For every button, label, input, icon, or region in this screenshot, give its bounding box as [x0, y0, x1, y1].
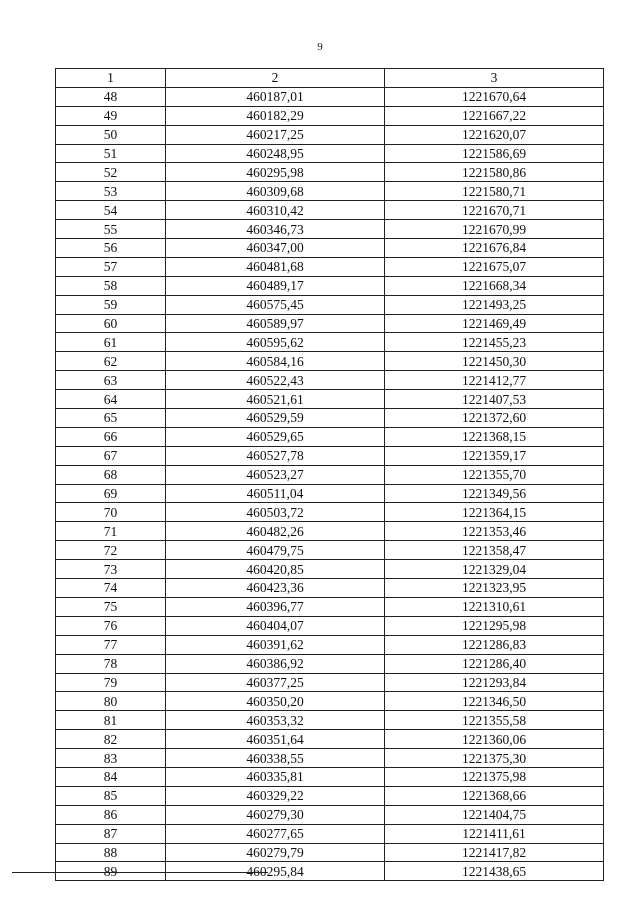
point-number-cell: 62	[56, 352, 166, 371]
table-row	[56, 692, 604, 711]
x-coordinate-cell: 460589,97	[166, 314, 385, 333]
table-row	[56, 106, 604, 125]
x-coordinate-cell: 460335,81	[166, 767, 385, 786]
header-y-coordinate: 3	[385, 69, 604, 88]
x-coordinate-cell: 460479,75	[166, 541, 385, 560]
point-number-cell: 89	[56, 862, 166, 881]
y-coordinate-cell: 1221293,84	[385, 673, 604, 692]
x-coordinate-cell: 460338,55	[166, 749, 385, 768]
x-coordinate-cell: 460279,30	[166, 805, 385, 824]
point-number-cell: 70	[56, 503, 166, 522]
table-row	[56, 843, 604, 862]
table-row	[56, 201, 604, 220]
point-number-cell: 51	[56, 144, 166, 163]
y-coordinate-cell: 1221438,65	[385, 862, 604, 881]
table-row	[56, 144, 604, 163]
table-header	[56, 69, 604, 88]
y-coordinate-cell: 1221450,30	[385, 352, 604, 371]
table-row	[56, 597, 604, 616]
point-number-cell: 83	[56, 749, 166, 768]
point-number-cell: 76	[56, 616, 166, 635]
page-number: 9	[317, 41, 323, 53]
point-number-cell: 87	[56, 824, 166, 843]
x-coordinate-cell: 460523,27	[166, 465, 385, 484]
point-number-cell: 72	[56, 541, 166, 560]
table-row	[56, 635, 604, 654]
table-row	[56, 182, 604, 201]
table-row	[56, 541, 604, 560]
x-coordinate-cell: 460404,07	[166, 616, 385, 635]
x-coordinate-cell: 460248,95	[166, 144, 385, 163]
x-coordinate-cell: 460350,20	[166, 692, 385, 711]
table-row	[56, 786, 604, 805]
x-coordinate-cell: 460353,32	[166, 711, 385, 730]
table-row	[56, 257, 604, 276]
x-coordinate-cell: 460503,72	[166, 503, 385, 522]
table-row	[56, 239, 604, 258]
header-row	[56, 69, 604, 88]
table-row	[56, 163, 604, 182]
point-number-cell: 52	[56, 163, 166, 182]
x-coordinate-cell: 460277,65	[166, 824, 385, 843]
y-coordinate-cell: 1221359,17	[385, 446, 604, 465]
table-row	[56, 390, 604, 409]
point-number-cell: 84	[56, 767, 166, 786]
y-coordinate-cell: 1221670,64	[385, 87, 604, 106]
x-coordinate-cell: 460575,45	[166, 295, 385, 314]
y-coordinate-cell: 1221411,61	[385, 824, 604, 843]
x-coordinate-cell: 460391,62	[166, 635, 385, 654]
y-coordinate-cell: 1221667,22	[385, 106, 604, 125]
y-coordinate-cell: 1221364,15	[385, 503, 604, 522]
y-coordinate-cell: 1221355,70	[385, 465, 604, 484]
point-number-cell: 61	[56, 333, 166, 352]
table-row	[56, 220, 604, 239]
y-coordinate-cell: 1221670,99	[385, 220, 604, 239]
y-coordinate-cell: 1221355,58	[385, 711, 604, 730]
table-row	[56, 371, 604, 390]
x-coordinate-cell: 460386,92	[166, 654, 385, 673]
y-coordinate-cell: 1221349,56	[385, 484, 604, 503]
y-coordinate-cell: 1221417,82	[385, 843, 604, 862]
point-number-cell: 48	[56, 87, 166, 106]
table-row	[56, 295, 604, 314]
point-number-cell: 88	[56, 843, 166, 862]
x-coordinate-cell: 460522,43	[166, 371, 385, 390]
y-coordinate-cell: 1221360,06	[385, 730, 604, 749]
x-coordinate-cell: 460482,26	[166, 522, 385, 541]
x-coordinate-cell: 460329,22	[166, 786, 385, 805]
y-coordinate-cell: 1221375,30	[385, 749, 604, 768]
point-number-cell: 54	[56, 201, 166, 220]
x-coordinate-cell: 460423,36	[166, 579, 385, 598]
table-row	[56, 616, 604, 635]
y-coordinate-cell: 1221668,34	[385, 276, 604, 295]
table-row	[56, 503, 604, 522]
y-coordinate-cell: 1221493,25	[385, 295, 604, 314]
point-number-cell: 59	[56, 295, 166, 314]
y-coordinate-cell: 1221286,83	[385, 635, 604, 654]
point-number-cell: 74	[56, 579, 166, 598]
table-row	[56, 87, 604, 106]
table-row	[56, 409, 604, 428]
y-coordinate-cell: 1221455,23	[385, 333, 604, 352]
y-coordinate-cell: 1221469,49	[385, 314, 604, 333]
table-row	[56, 276, 604, 295]
point-number-cell: 66	[56, 427, 166, 446]
x-coordinate-cell: 460511,04	[166, 484, 385, 503]
y-coordinate-cell: 1221586,69	[385, 144, 604, 163]
table-row	[56, 805, 604, 824]
y-coordinate-cell: 1221676,84	[385, 239, 604, 258]
point-number-cell: 64	[56, 390, 166, 409]
x-coordinate-cell: 460527,78	[166, 446, 385, 465]
table-row	[56, 522, 604, 541]
y-coordinate-cell: 1221404,75	[385, 805, 604, 824]
y-coordinate-cell: 1221412,77	[385, 371, 604, 390]
footnote-separator	[12, 872, 268, 873]
table-row	[56, 446, 604, 465]
point-number-cell: 65	[56, 409, 166, 428]
table-row	[56, 824, 604, 843]
point-number-cell: 68	[56, 465, 166, 484]
table-row	[56, 711, 604, 730]
point-number-cell: 85	[56, 786, 166, 805]
y-coordinate-cell: 1221580,71	[385, 182, 604, 201]
point-number-cell: 86	[56, 805, 166, 824]
point-number-cell: 79	[56, 673, 166, 692]
table-row	[56, 125, 604, 144]
y-coordinate-cell: 1221368,66	[385, 786, 604, 805]
table-row	[56, 673, 604, 692]
x-coordinate-cell: 460396,77	[166, 597, 385, 616]
table-row	[56, 560, 604, 579]
x-coordinate-cell: 460420,85	[166, 560, 385, 579]
y-coordinate-cell: 1221375,98	[385, 767, 604, 786]
table-row	[56, 579, 604, 598]
x-coordinate-cell: 460182,29	[166, 106, 385, 125]
point-number-cell: 63	[56, 371, 166, 390]
table-row	[56, 654, 604, 673]
point-number-cell: 60	[56, 314, 166, 333]
table-row	[56, 465, 604, 484]
point-number-cell: 56	[56, 239, 166, 258]
x-coordinate-cell: 460347,00	[166, 239, 385, 258]
y-coordinate-cell: 1221358,47	[385, 541, 604, 560]
point-number-cell: 81	[56, 711, 166, 730]
point-number-cell: 58	[56, 276, 166, 295]
x-coordinate-cell: 460279,79	[166, 843, 385, 862]
y-coordinate-cell: 1221323,95	[385, 579, 604, 598]
y-coordinate-cell: 1221407,53	[385, 390, 604, 409]
table-row	[56, 333, 604, 352]
y-coordinate-cell: 1221580,86	[385, 163, 604, 182]
table-row	[56, 730, 604, 749]
x-coordinate-cell: 460295,84	[166, 862, 385, 881]
x-coordinate-cell: 460187,01	[166, 87, 385, 106]
x-coordinate-cell: 460481,68	[166, 257, 385, 276]
table-row	[56, 767, 604, 786]
x-coordinate-cell: 460310,42	[166, 201, 385, 220]
x-coordinate-cell: 460351,64	[166, 730, 385, 749]
y-coordinate-cell: 1221286,40	[385, 654, 604, 673]
point-number-cell: 57	[56, 257, 166, 276]
point-number-cell: 73	[56, 560, 166, 579]
point-number-cell: 50	[56, 125, 166, 144]
point-number-cell: 53	[56, 182, 166, 201]
table-row	[56, 427, 604, 446]
point-number-cell: 75	[56, 597, 166, 616]
point-number-cell: 67	[56, 446, 166, 465]
point-number-cell: 80	[56, 692, 166, 711]
y-coordinate-cell: 1221670,71	[385, 201, 604, 220]
table-row	[56, 749, 604, 768]
y-coordinate-cell: 1221675,07	[385, 257, 604, 276]
y-coordinate-cell: 1221346,50	[385, 692, 604, 711]
y-coordinate-cell: 1221353,46	[385, 522, 604, 541]
point-number-cell: 69	[56, 484, 166, 503]
point-number-cell: 55	[56, 220, 166, 239]
header-x-coordinate: 2	[166, 69, 385, 88]
table-row	[56, 314, 604, 333]
x-coordinate-cell: 460217,25	[166, 125, 385, 144]
point-number-cell: 71	[56, 522, 166, 541]
table-body	[56, 87, 604, 880]
x-coordinate-cell: 460346,73	[166, 220, 385, 239]
x-coordinate-cell: 460295,98	[166, 163, 385, 182]
header-point-number: 1	[56, 69, 166, 88]
x-coordinate-cell: 460529,59	[166, 409, 385, 428]
x-coordinate-cell: 460377,25	[166, 673, 385, 692]
y-coordinate-cell: 1221368,15	[385, 427, 604, 446]
y-coordinate-cell: 1221620,07	[385, 125, 604, 144]
y-coordinate-cell: 1221310,61	[385, 597, 604, 616]
x-coordinate-cell: 460309,68	[166, 182, 385, 201]
x-coordinate-cell: 460521,61	[166, 390, 385, 409]
x-coordinate-cell: 460584,16	[166, 352, 385, 371]
point-number-cell: 77	[56, 635, 166, 654]
x-coordinate-cell: 460489,17	[166, 276, 385, 295]
x-coordinate-cell: 460529,65	[166, 427, 385, 446]
y-coordinate-cell: 1221295,98	[385, 616, 604, 635]
x-coordinate-cell: 460595,62	[166, 333, 385, 352]
table-row	[56, 352, 604, 371]
point-number-cell: 82	[56, 730, 166, 749]
coordinates-table	[55, 68, 604, 881]
point-number-cell: 78	[56, 654, 166, 673]
y-coordinate-cell: 1221329,04	[385, 560, 604, 579]
point-number-cell: 49	[56, 106, 166, 125]
table-row	[56, 484, 604, 503]
y-coordinate-cell: 1221372,60	[385, 409, 604, 428]
